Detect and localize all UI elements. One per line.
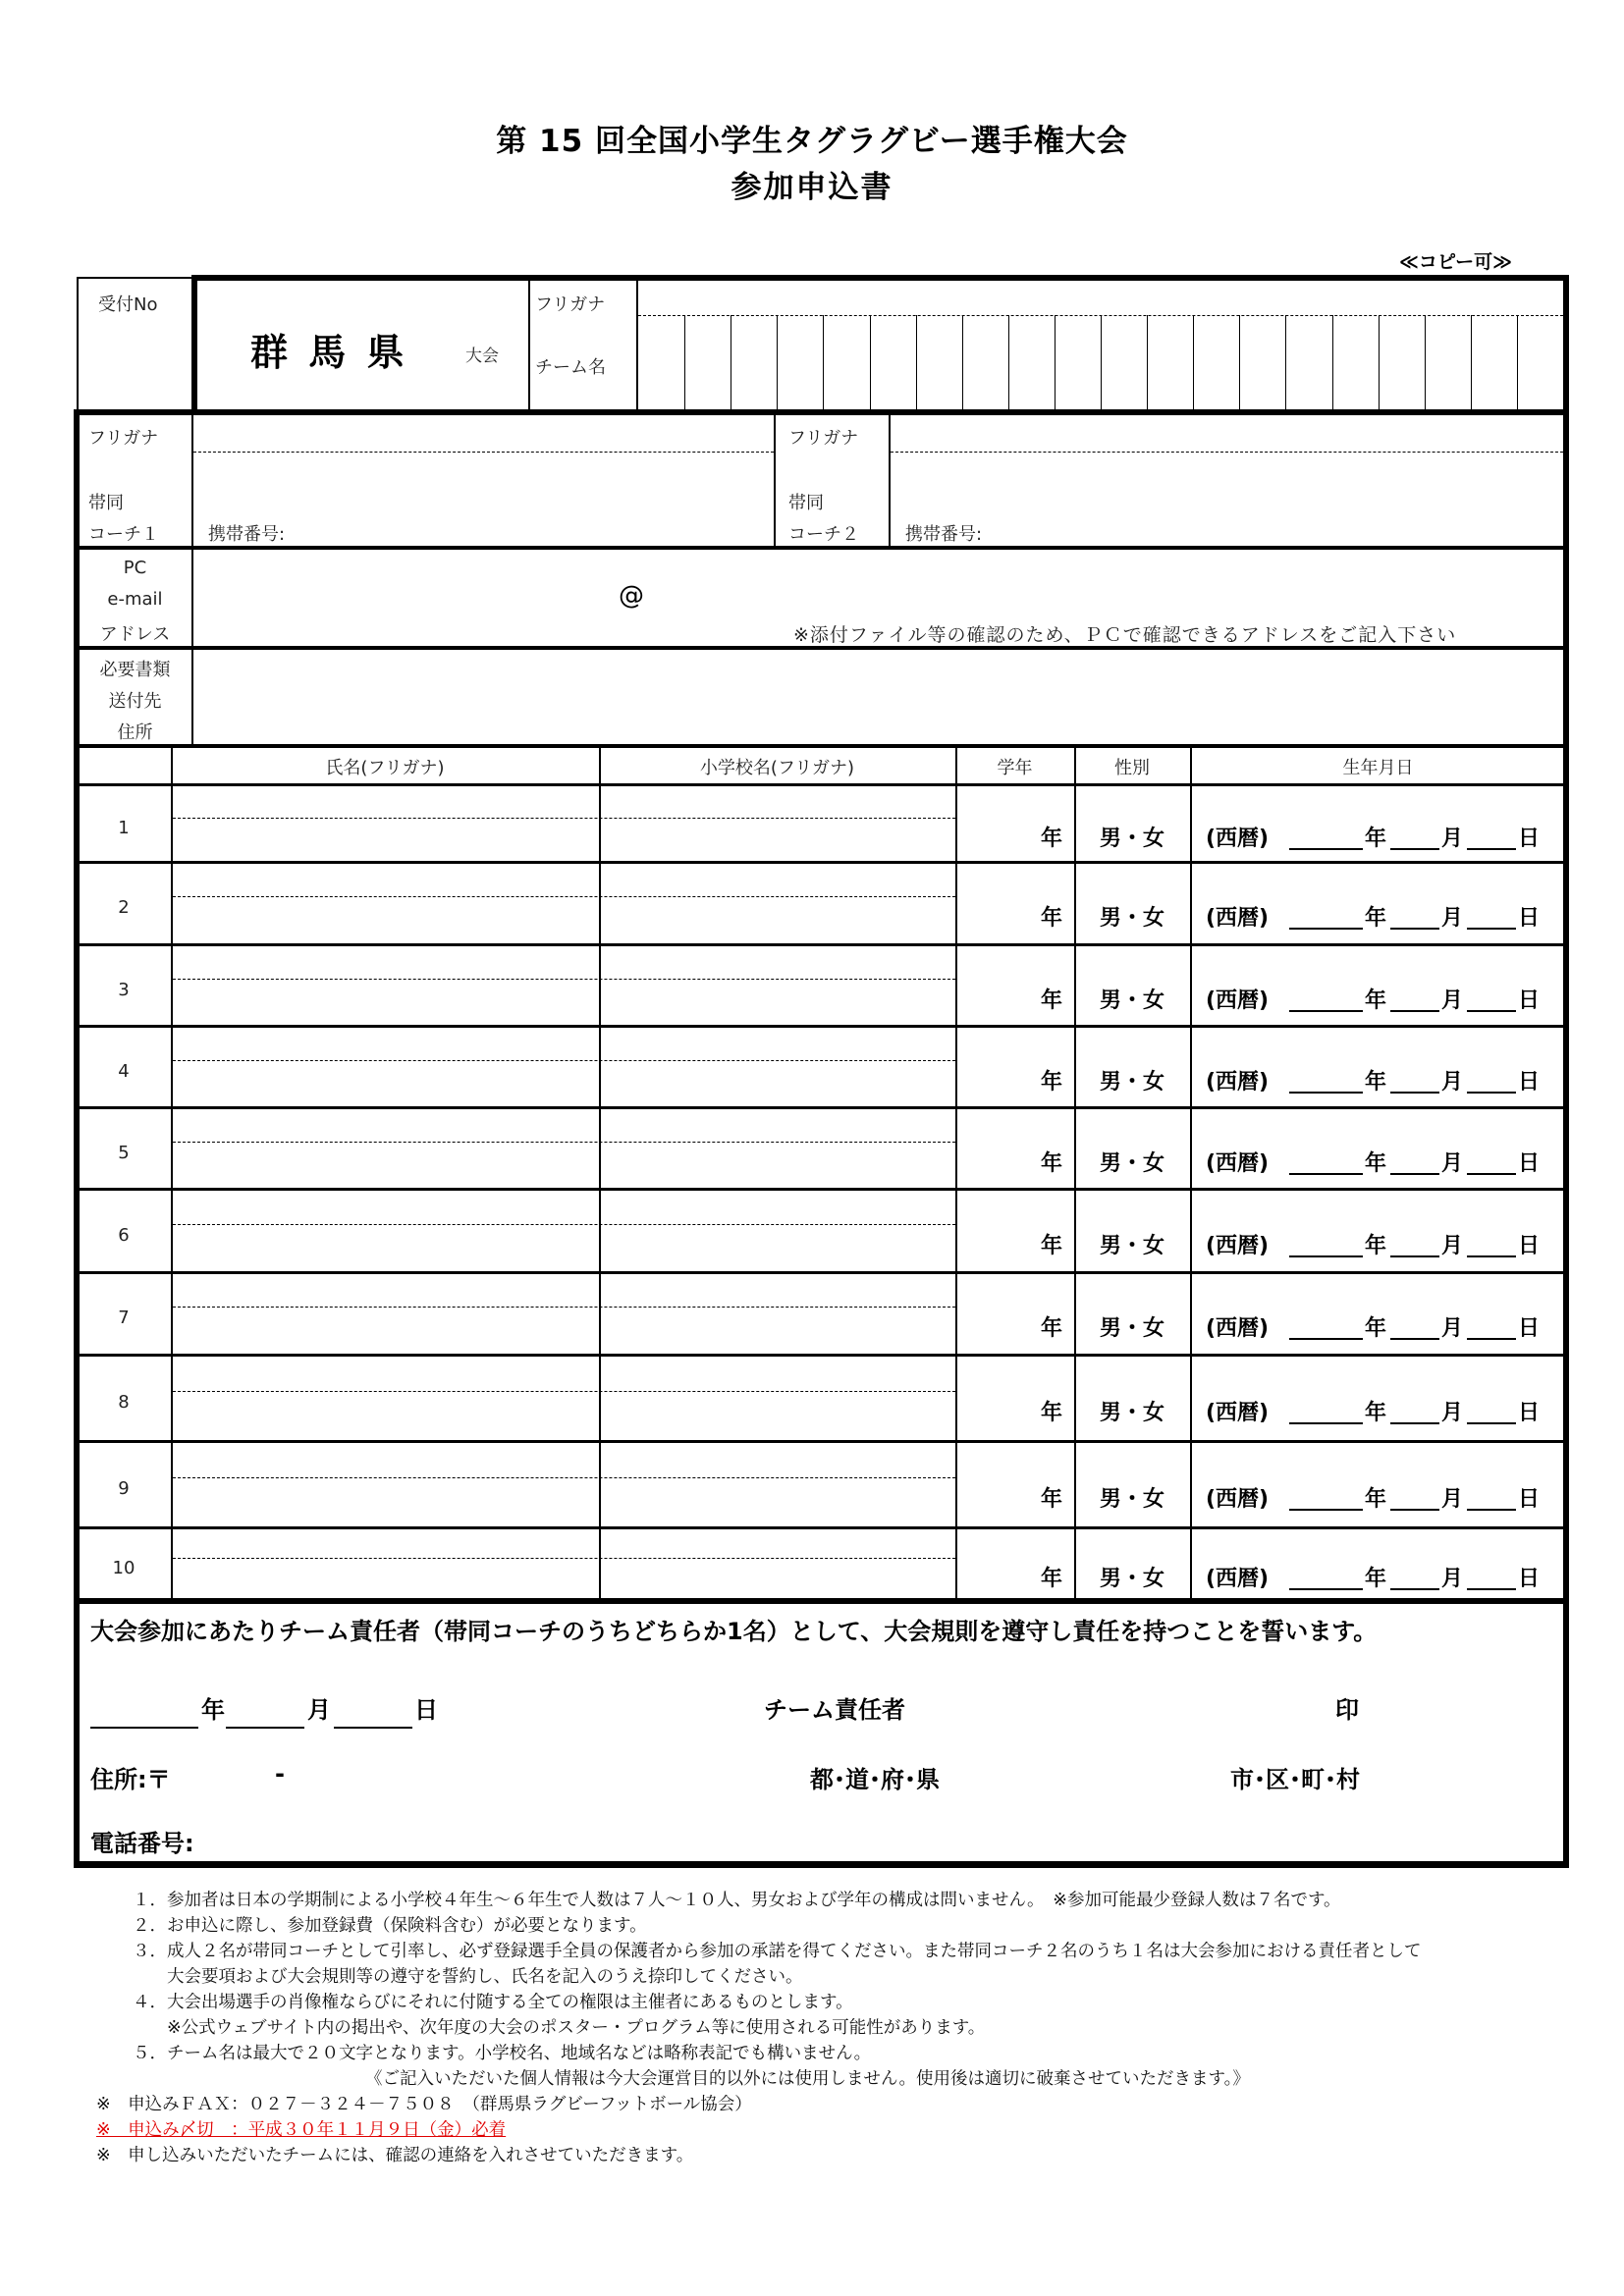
tournament-label: 大会: [465, 347, 499, 366]
header-gender: 性別: [1114, 758, 1150, 778]
team-name-char-box[interactable]: [1149, 317, 1192, 409]
dob-day-label: 日: [1518, 988, 1541, 1013]
dob-era-label: (西暦): [1206, 1401, 1270, 1425]
player-name-field[interactable]: [175, 1359, 595, 1437]
header-grade: 学年: [997, 758, 1033, 778]
email-at-sign: @: [619, 581, 644, 611]
team-name-box-divider: [1193, 315, 1194, 411]
row-number: 9: [118, 1478, 130, 1499]
dob-day-field[interactable]: [1467, 1069, 1516, 1094]
email-note: ※添付ファイル等の確認のため、ＰＣで確認できるアドレスをご記入下さい: [793, 624, 1457, 646]
seal-mark: 印: [1335, 1696, 1359, 1724]
team-name-box-divider: [823, 315, 824, 411]
school-name-field[interactable]: [603, 1030, 951, 1103]
team-name-char-box[interactable]: [918, 317, 961, 409]
grade-suffix: 年: [1040, 906, 1062, 931]
dob-day-field[interactable]: [1467, 1566, 1516, 1590]
team-name-box-divider: [1517, 315, 1518, 411]
dob-month-field[interactable]: [1390, 1315, 1439, 1340]
team-name-char-box[interactable]: [640, 317, 683, 409]
row-number: 8: [118, 1392, 130, 1413]
dob-day-label: 日: [1518, 827, 1541, 851]
player-name-field[interactable]: [175, 1193, 595, 1268]
team-name-char-box[interactable]: [1519, 317, 1562, 409]
team-name-box-divider: [870, 315, 871, 411]
address-label-line1: 必要書類: [99, 660, 171, 680]
dob-day-label: 日: [1518, 1151, 1541, 1176]
row-number: 1: [118, 818, 130, 838]
team-name-char-box[interactable]: [964, 317, 1007, 409]
dob-year-label: 年: [1365, 827, 1387, 851]
coach2-label-line2: コーチ２: [788, 524, 859, 545]
dob-year-field[interactable]: [1289, 1486, 1363, 1511]
dob-day-field[interactable]: [1467, 1233, 1516, 1257]
header-rule: [77, 783, 1566, 786]
pledge-year-label: 年: [201, 1696, 225, 1724]
form-subtitle: 参加申込書: [731, 170, 893, 205]
team-name-char-box[interactable]: [1195, 317, 1238, 409]
row-rule: [77, 1106, 1566, 1109]
dob-era-label: (西暦): [1206, 1567, 1270, 1591]
fax-note: ※ 申込みＦＡＸ：０２７－３２４－７５０８ （群馬県ラグビーフットボール協会）: [96, 2095, 752, 2114]
column-rule: [599, 746, 601, 1600]
dob-month-label: 月: [1441, 1070, 1464, 1095]
team-name-box-divider: [684, 315, 685, 411]
dob-month-field[interactable]: [1390, 1400, 1439, 1424]
school-name-field[interactable]: [603, 1531, 951, 1596]
note-3: ３．成人２名が帯同コーチとして引率し、必ず登録選手全員の保護者から参加の承諾を得てください。また帯同コーチ２名のうち１名は大会参加における責任者として: [133, 1942, 1422, 1961]
team-name-char-box[interactable]: [1380, 317, 1424, 409]
row-number: 2: [118, 897, 130, 918]
player-name-field[interactable]: [175, 1445, 595, 1523]
dob-month-label: 月: [1441, 988, 1464, 1013]
pledge-year-field[interactable]: [90, 1703, 198, 1729]
team-name-label: チーム名: [535, 357, 606, 378]
dob-year-field[interactable]: [1289, 1233, 1363, 1257]
coach2-label-line1: 帯同: [788, 493, 824, 513]
team-name-box-divider: [777, 315, 778, 411]
team-name-box-divider: [1055, 315, 1056, 411]
dob-era-label: (西暦): [1206, 1316, 1270, 1341]
dob-year-label: 年: [1365, 1070, 1387, 1095]
dob-month-field[interactable]: [1390, 1150, 1439, 1175]
dob-day-label: 日: [1518, 906, 1541, 931]
team-name-box-divider: [1008, 315, 1009, 411]
team-name-box-divider: [1471, 315, 1472, 411]
gender-options[interactable]: 男・女: [1099, 1151, 1164, 1176]
grade-suffix: 年: [1040, 1401, 1062, 1425]
confirmation-note: ※ 申し込みいただいたチームには、確認の連絡を入れさせていただきます。: [96, 2146, 694, 2165]
dob-era-label: (西暦): [1206, 1234, 1270, 1258]
reception-no-field[interactable]: [81, 324, 189, 407]
gender-options[interactable]: 男・女: [1099, 1070, 1164, 1095]
city-type-options: 市･区･町･村: [1230, 1766, 1360, 1793]
header-school: 小学校名(フリガナ): [699, 758, 855, 778]
coach2-name-field[interactable]: [893, 455, 1561, 514]
dob-year-field[interactable]: [1289, 1150, 1363, 1175]
dob-year-field[interactable]: [1289, 826, 1363, 850]
player-name-field[interactable]: [175, 1111, 595, 1185]
responsible-person-label: チーム責任者: [764, 1696, 905, 1724]
row-rule: [77, 1440, 1566, 1443]
dob-era-label: (西暦): [1206, 988, 1270, 1013]
dob-month-label: 月: [1441, 1567, 1464, 1591]
dob-month-label: 月: [1441, 1487, 1464, 1512]
team-name-char-box[interactable]: [1056, 317, 1100, 409]
player-name-field[interactable]: [175, 866, 595, 940]
row-number: 7: [118, 1308, 130, 1328]
grade-suffix: 年: [1040, 1487, 1062, 1512]
gender-options[interactable]: 男・女: [1099, 1316, 1164, 1341]
team-name-box-divider: [1239, 315, 1240, 411]
email-label-line2: e-mail: [107, 589, 163, 610]
grade-suffix: 年: [1040, 1316, 1062, 1341]
header-name: 氏名(フリガナ): [325, 758, 445, 778]
dob-day-field[interactable]: [1467, 1315, 1516, 1340]
player-name-field[interactable]: [175, 948, 595, 1022]
dob-year-field[interactable]: [1289, 1069, 1363, 1094]
team-name-char-box[interactable]: [732, 317, 776, 409]
note-5: ５．チーム名は最大で２０文字となります。小学校名、地域名などは略称表記でも構いません。: [133, 2044, 872, 2063]
row-rule: [77, 1526, 1566, 1529]
dob-year-field[interactable]: [1289, 1315, 1363, 1340]
coach2-phone-label: 携帯番号:: [905, 524, 983, 545]
reception-no-label: 受付No: [98, 294, 158, 315]
prefecture-type-options: 都･道･府･県: [810, 1766, 940, 1793]
pledge-address-field[interactable]: [373, 1755, 795, 1794]
note-2: ２．お申込に際し、参加登録費（保険料含む）が必要となります。: [133, 1916, 647, 1936]
team-furigana-label: フリガナ: [535, 294, 606, 315]
dob-month-label: 月: [1441, 1151, 1464, 1176]
coach1-label-line2: コーチ１: [88, 524, 159, 545]
prefecture-name: 群 馬 県: [250, 331, 408, 374]
gender-options[interactable]: 男・女: [1099, 1487, 1164, 1512]
grade-suffix: 年: [1040, 988, 1062, 1013]
dob-year-label: 年: [1365, 1234, 1387, 1258]
team-name-box-divider: [962, 315, 963, 411]
school-name-field[interactable]: [603, 789, 951, 858]
responsible-person-field[interactable]: [933, 1683, 1326, 1723]
dob-era-label: (西暦): [1206, 827, 1270, 851]
row-number: 10: [112, 1558, 135, 1578]
dob-day-label: 日: [1518, 1487, 1541, 1512]
row-rule: [77, 861, 1566, 864]
team-name-char-box[interactable]: [1427, 317, 1470, 409]
row-rule: [77, 943, 1566, 946]
team-name-box-divider: [916, 315, 917, 411]
column-rule: [1190, 746, 1192, 1600]
mailing-address-field[interactable]: [196, 653, 1561, 743]
gender-options[interactable]: 男・女: [1099, 1567, 1164, 1591]
coach1-name-field[interactable]: [196, 455, 771, 514]
coach1-label-line1: 帯同: [88, 493, 124, 513]
pledge-month-field[interactable]: [226, 1703, 304, 1729]
dob-month-field[interactable]: [1390, 1566, 1439, 1590]
note-3-cont: 大会要項および大会規則等の遵守を誓約し、氏名を記入のうえ捺印してください。: [133, 1967, 803, 1987]
player-name-field[interactable]: [175, 1030, 595, 1103]
grade-suffix: 年: [1040, 1567, 1062, 1591]
email-label-line1: PC: [123, 558, 147, 578]
address-label-line2: 送付先: [108, 691, 162, 712]
school-name-field[interactable]: [603, 1359, 951, 1437]
row-number: 3: [118, 979, 130, 1000]
team-name-char-box[interactable]: [1241, 317, 1284, 409]
team-name-box-divider: [1285, 315, 1286, 411]
row-rule: [77, 1271, 1566, 1274]
email-field[interactable]: [196, 555, 1561, 614]
grade-suffix: 年: [1040, 1070, 1062, 1095]
player-name-field[interactable]: [175, 789, 595, 858]
gender-options[interactable]: 男・女: [1099, 906, 1164, 931]
row-number: 6: [118, 1224, 130, 1246]
gender-options[interactable]: 男・女: [1099, 1401, 1164, 1425]
dob-year-field[interactable]: [1289, 905, 1363, 930]
dob-day-label: 日: [1518, 1567, 1541, 1591]
school-name-field[interactable]: [603, 1445, 951, 1523]
dob-month-field[interactable]: [1390, 1233, 1439, 1257]
team-name-box-divider: [1147, 315, 1148, 411]
pledge-phone-field[interactable]: [216, 1818, 805, 1857]
row-rule: [77, 1354, 1566, 1357]
dob-year-field[interactable]: [1289, 1566, 1363, 1590]
team-name-char-box[interactable]: [1334, 317, 1378, 409]
grade-suffix: 年: [1040, 1234, 1062, 1258]
dob-month-label: 月: [1441, 906, 1464, 931]
dob-year-label: 年: [1365, 1487, 1387, 1512]
pledge-day-field[interactable]: [334, 1703, 412, 1729]
dob-era-label: (西暦): [1206, 1151, 1270, 1176]
team-name-char-box[interactable]: [1287, 317, 1330, 409]
grade-suffix: 年: [1040, 827, 1062, 851]
coach1-furigana-label: フリガナ: [88, 428, 159, 449]
gender-options[interactable]: 男・女: [1099, 1234, 1164, 1258]
dob-year-label: 年: [1365, 988, 1387, 1013]
header-birthdate: 生年月日: [1342, 758, 1414, 778]
deadline-note: ※ 申込み〆切 ：平成３０年１１月９日（金）必着: [96, 2120, 507, 2140]
copy-allowed-note: ≪コピー可≫: [1399, 251, 1513, 273]
team-name-char-box[interactable]: [1473, 317, 1516, 409]
coach2-furigana-label: フリガナ: [788, 428, 859, 449]
team-name-char-box[interactable]: [872, 317, 915, 409]
dob-year-label: 年: [1365, 1316, 1387, 1341]
dob-day-field[interactable]: [1467, 1486, 1516, 1511]
player-name-field[interactable]: [175, 1276, 595, 1351]
dob-day-field[interactable]: [1467, 1400, 1516, 1424]
row-rule: [77, 1025, 1566, 1028]
row-number: 4: [118, 1060, 130, 1082]
dob-year-label: 年: [1365, 1401, 1387, 1425]
team-furigana-field[interactable]: [640, 283, 1561, 314]
gender-options[interactable]: 男・女: [1099, 988, 1164, 1013]
dob-era-label: (西暦): [1206, 1070, 1270, 1095]
team-name-char-box[interactable]: [779, 317, 822, 409]
dob-era-label: (西暦): [1206, 906, 1270, 931]
team-name-box-divider: [1101, 315, 1102, 411]
row-number: 5: [118, 1142, 130, 1163]
school-name-field[interactable]: [603, 1276, 951, 1351]
player-name-field[interactable]: [175, 1531, 595, 1596]
dob-month-label: 月: [1441, 1234, 1464, 1258]
dob-month-field[interactable]: [1390, 1486, 1439, 1511]
pledge-day-label: 日: [414, 1696, 438, 1724]
gender-options[interactable]: 男・女: [1099, 827, 1164, 851]
dob-year-label: 年: [1365, 1567, 1387, 1591]
dob-year-field[interactable]: [1289, 988, 1363, 1012]
pledge-address-label: 住所:〒: [90, 1766, 171, 1793]
team-name-box-divider: [1379, 315, 1380, 411]
dob-month-field[interactable]: [1390, 826, 1439, 850]
note-4: ４．大会出場選手の肖像権ならびにそれに付随する全ての権限は主催者にあるものとします。: [133, 1993, 853, 2012]
dob-month-label: 月: [1441, 827, 1464, 851]
dob-day-label: 日: [1518, 1316, 1541, 1341]
pledge-phone-label: 電話番号:: [90, 1830, 194, 1857]
dob-month-label: 月: [1441, 1316, 1464, 1341]
dob-day-field[interactable]: [1467, 826, 1516, 850]
coach1-phone-label: 携帯番号:: [208, 524, 286, 545]
pledge-month-label: 月: [307, 1696, 331, 1724]
team-name-char-box[interactable]: [686, 317, 730, 409]
column-rule: [171, 746, 173, 1600]
note-4-cont: ※公式ウェブサイト内の掲出や、次年度の大会のポスター・プログラム等に使用される可能性があります。: [133, 2018, 986, 2038]
postal-code-dash: -: [275, 1760, 285, 1788]
team-name-char-box[interactable]: [1103, 317, 1146, 409]
dob-day-field[interactable]: [1467, 1150, 1516, 1175]
dob-month-field[interactable]: [1390, 988, 1439, 1012]
row-rule: [77, 1188, 1566, 1191]
dob-day-label: 日: [1518, 1234, 1541, 1258]
team-name-char-box[interactable]: [825, 317, 868, 409]
grade-suffix: 年: [1040, 1151, 1062, 1176]
school-name-field[interactable]: [603, 866, 951, 940]
privacy-note: 《ご記入いただいた個人情報は今大会運営目的以外には使用しません。使用後は適切に破棄させていただきます。》: [365, 2069, 1250, 2089]
dob-day-label: 日: [1518, 1401, 1541, 1425]
dob-day-field[interactable]: [1467, 988, 1516, 1012]
school-name-field[interactable]: [603, 1193, 951, 1268]
dob-year-label: 年: [1365, 906, 1387, 931]
school-name-field[interactable]: [603, 1111, 951, 1185]
dob-month-label: 月: [1441, 1401, 1464, 1425]
email-label-line3: アドレス: [99, 624, 171, 645]
dob-month-field[interactable]: [1390, 1069, 1439, 1094]
dob-year-field[interactable]: [1289, 1400, 1363, 1424]
dob-day-field[interactable]: [1467, 905, 1516, 930]
dob-day-label: 日: [1518, 1070, 1541, 1095]
team-name-box-divider: [1332, 315, 1333, 411]
address-label-line3: 住所: [117, 722, 153, 743]
team-name-box-divider: [1425, 315, 1426, 411]
team-name-char-box[interactable]: [1010, 317, 1054, 409]
form-title: 第 15 回全国小学生タグラグビー選手権大会: [496, 124, 1128, 159]
dob-month-field[interactable]: [1390, 905, 1439, 930]
school-name-field[interactable]: [603, 948, 951, 1022]
dob-era-label: (西暦): [1206, 1487, 1270, 1512]
note-1: １．参加者は日本の学期制による小学校４年生～６年生で人数は７人～１０人、男女および学年の構成は問いません。 ※参加可能最少登録人数は７名です。: [133, 1891, 1341, 1910]
dob-year-label: 年: [1365, 1151, 1387, 1176]
pledge-statement: 大会参加にあたりチーム責任者（帯同コーチのうちどちらか1名）として、大会規則を遵守し責任を持つことを誓います。: [90, 1618, 1378, 1645]
